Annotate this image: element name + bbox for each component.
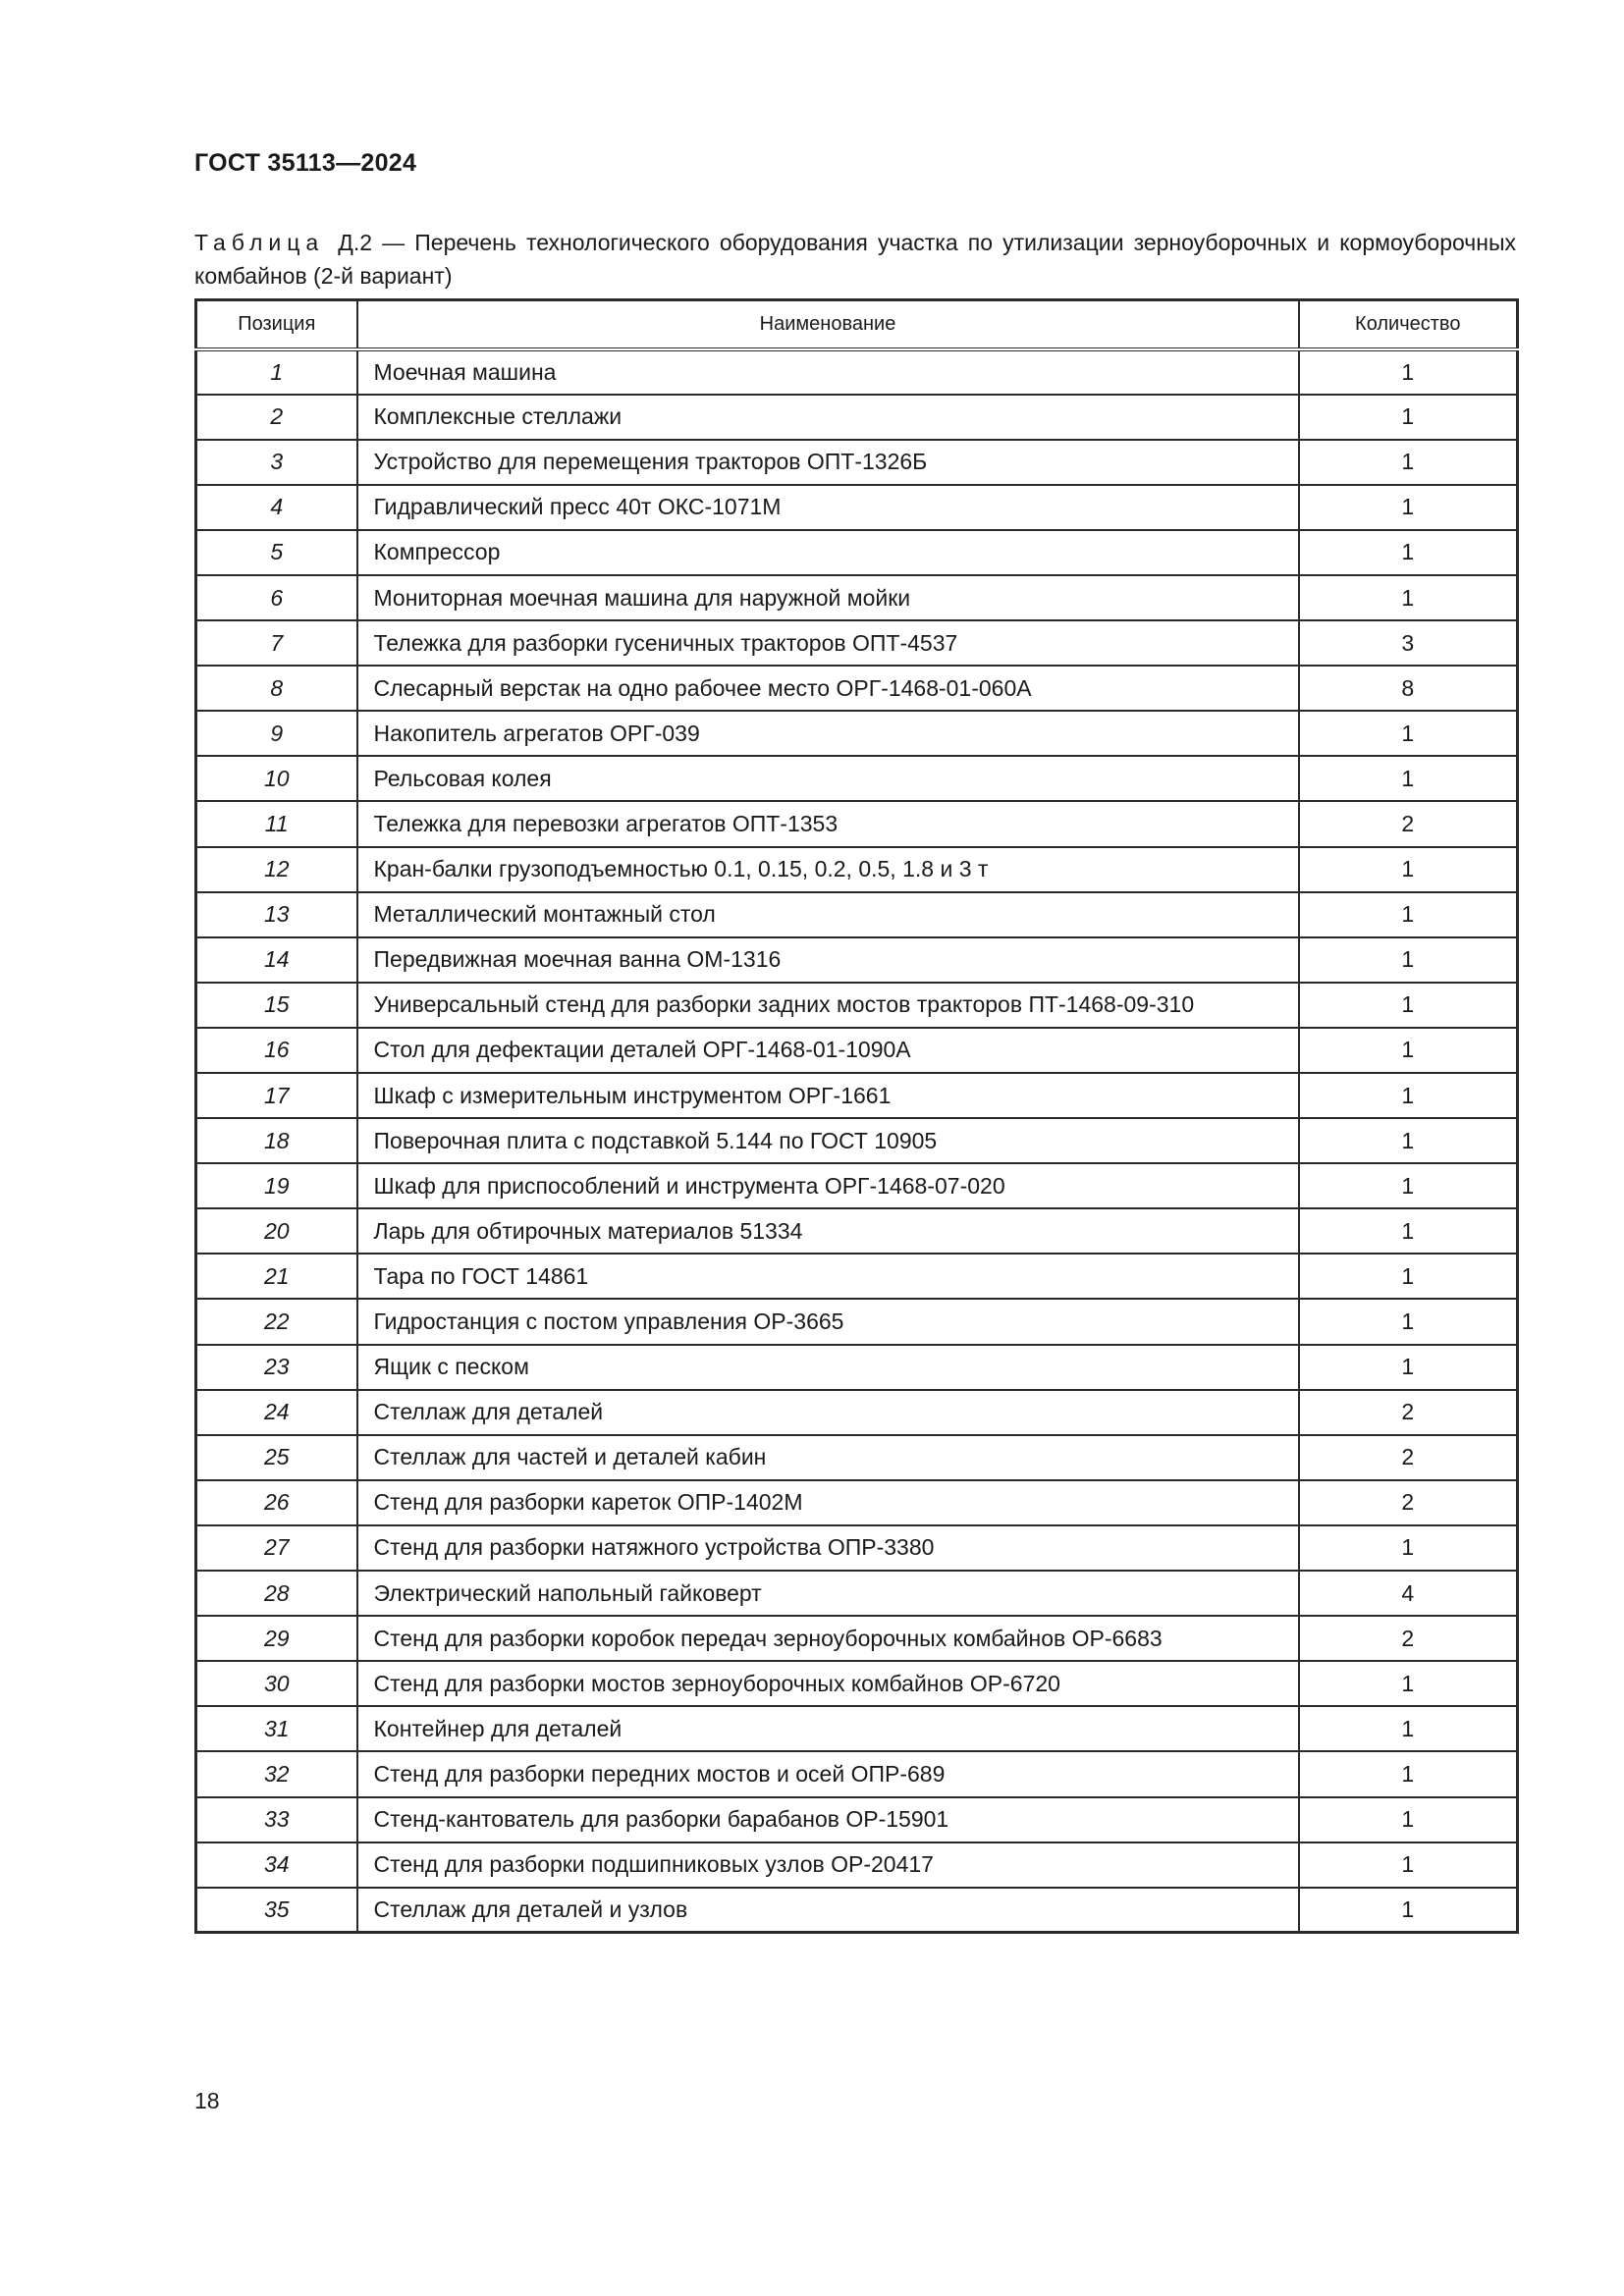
table-caption — [194, 226, 1516, 293]
table-row — [196, 1118, 1518, 1163]
cell-quantity: 1 — [1299, 1345, 1518, 1390]
table-row — [196, 756, 1518, 801]
table-row — [196, 485, 1518, 530]
cell-position: 23 — [196, 1345, 357, 1390]
table-row — [196, 892, 1518, 937]
cell-position: 25 — [196, 1435, 357, 1480]
cell-position: 4 — [196, 485, 357, 530]
cell-name: Поверочная плита с подставкой 5.144 по ГОСТ 10905 — [357, 1118, 1299, 1163]
cell-quantity: 3 — [1299, 620, 1518, 666]
cell-quantity: 1 — [1299, 1163, 1518, 1208]
cell-quantity: 1 — [1299, 1525, 1518, 1571]
cell-name: Передвижная моечная ванна ОМ-1316 — [357, 937, 1299, 983]
table-row — [196, 620, 1518, 666]
cell-quantity: 1 — [1299, 983, 1518, 1028]
cell-position: 32 — [196, 1751, 357, 1796]
cell-quantity: 1 — [1299, 937, 1518, 983]
table-row — [196, 1751, 1518, 1796]
cell-name: Моечная машина — [357, 349, 1299, 395]
cell-position: 26 — [196, 1480, 357, 1525]
table-row — [196, 575, 1518, 620]
cell-position: 29 — [196, 1616, 357, 1661]
cell-name: Устройство для перемещения тракторов ОПТ-1326Б — [357, 440, 1299, 485]
cell-position: 15 — [196, 983, 357, 1028]
cell-quantity: 2 — [1299, 1480, 1518, 1525]
table-row — [196, 711, 1518, 756]
cell-name: Стенд для разборки натяжного устройства ОПР-3380 — [357, 1525, 1299, 1571]
cell-name: Гидростанция с постом управления ОР-3665 — [357, 1299, 1299, 1344]
equipment-table-container — [194, 298, 1516, 1934]
cell-position: 33 — [196, 1797, 357, 1842]
table-row — [196, 1435, 1518, 1480]
cell-name: Гидравлический пресс 40т ОКС-1071М — [357, 485, 1299, 530]
table-row — [196, 1842, 1518, 1888]
table-caption-text: Д.2 — Перечень технологического оборудования участка по утилизации зерноуборочных и кормоуборочных комбайнов (2-й вариант) — [194, 230, 1517, 289]
cell-name: Кран-балки грузоподъемностью 0.1, 0.15, 0.2, 0.5, 1.8 и 3 т — [357, 847, 1299, 892]
cell-quantity: 1 — [1299, 485, 1518, 530]
cell-position: 7 — [196, 620, 357, 666]
table-row — [196, 847, 1518, 892]
cell-position: 13 — [196, 892, 357, 937]
cell-position: 3 — [196, 440, 357, 485]
cell-name: Стенд для разборки коробок передач зерноуборочных комбайнов ОР-6683 — [357, 1616, 1299, 1661]
cell-name: Универсальный стенд для разборки задних мостов тракторов ПТ-1468-09-310 — [357, 983, 1299, 1028]
cell-quantity: 1 — [1299, 1254, 1518, 1299]
cell-quantity: 8 — [1299, 666, 1518, 711]
cell-quantity: 2 — [1299, 1616, 1518, 1661]
cell-quantity: 2 — [1299, 801, 1518, 846]
table-row — [196, 1571, 1518, 1616]
cell-name: Металлический монтажный стол — [357, 892, 1299, 937]
cell-name: Ящик с песком — [357, 1345, 1299, 1390]
table-row — [196, 1163, 1518, 1208]
table-header-row — [196, 300, 1518, 349]
cell-quantity: 1 — [1299, 395, 1518, 440]
document-header: ГОСТ 35113—2024 — [194, 149, 417, 177]
cell-name: Электрический напольный гайковерт — [357, 1571, 1299, 1616]
cell-position: 9 — [196, 711, 357, 756]
cell-quantity: 1 — [1299, 1299, 1518, 1344]
cell-quantity: 1 — [1299, 530, 1518, 575]
cell-name: Шкаф с измерительным инструментом ОРГ-1661 — [357, 1073, 1299, 1118]
table-row — [196, 1254, 1518, 1299]
table-row — [196, 666, 1518, 711]
table-row — [196, 530, 1518, 575]
cell-position: 8 — [196, 666, 357, 711]
cell-name: Ларь для обтирочных материалов 51334 — [357, 1208, 1299, 1254]
cell-position: 14 — [196, 937, 357, 983]
cell-name: Стеллаж для деталей — [357, 1390, 1299, 1435]
column-header-name: Наименование — [357, 300, 1299, 349]
cell-quantity: 1 — [1299, 1888, 1518, 1933]
cell-quantity: 1 — [1299, 1073, 1518, 1118]
table-row — [196, 937, 1518, 983]
table-caption-label: Таблица — [194, 230, 325, 255]
cell-name: Стенд для разборки мостов зерноуборочных комбайнов ОР-6720 — [357, 1661, 1299, 1706]
cell-position: 2 — [196, 395, 357, 440]
cell-quantity: 1 — [1299, 1797, 1518, 1842]
cell-position: 28 — [196, 1571, 357, 1616]
cell-quantity: 1 — [1299, 349, 1518, 395]
table-row — [196, 349, 1518, 395]
cell-name: Стенд для разборки подшипниковых узлов ОР-20417 — [357, 1842, 1299, 1888]
cell-quantity: 2 — [1299, 1435, 1518, 1480]
cell-quantity: 1 — [1299, 440, 1518, 485]
cell-position: 1 — [196, 349, 357, 395]
table-row — [196, 1073, 1518, 1118]
cell-position: 27 — [196, 1525, 357, 1571]
cell-position: 16 — [196, 1028, 357, 1073]
cell-name: Стеллаж для деталей и узлов — [357, 1888, 1299, 1933]
table-row — [196, 1797, 1518, 1842]
table-row — [196, 1616, 1518, 1661]
cell-position: 31 — [196, 1706, 357, 1751]
cell-position: 11 — [196, 801, 357, 846]
cell-position: 12 — [196, 847, 357, 892]
cell-quantity: 1 — [1299, 1208, 1518, 1254]
cell-quantity: 1 — [1299, 1118, 1518, 1163]
table-row — [196, 1390, 1518, 1435]
table-row — [196, 1525, 1518, 1571]
cell-name: Компрессор — [357, 530, 1299, 575]
cell-position: 10 — [196, 756, 357, 801]
cell-name: Тара по ГОСТ 14861 — [357, 1254, 1299, 1299]
cell-position: 35 — [196, 1888, 357, 1933]
cell-name: Накопитель агрегатов ОРГ-039 — [357, 711, 1299, 756]
table-row — [196, 1888, 1518, 1933]
cell-position: 24 — [196, 1390, 357, 1435]
table-body — [196, 349, 1518, 1933]
table-row — [196, 440, 1518, 485]
table-row — [196, 983, 1518, 1028]
cell-position: 20 — [196, 1208, 357, 1254]
cell-quantity: 1 — [1299, 575, 1518, 620]
cell-name: Стол для дефектации деталей ОРГ-1468-01-1090А — [357, 1028, 1299, 1073]
cell-name: Комплексные стеллажи — [357, 395, 1299, 440]
table-row — [196, 1706, 1518, 1751]
table-row — [196, 1480, 1518, 1525]
table-row — [196, 1661, 1518, 1706]
cell-name: Стенд для разборки передних мостов и осей ОПР-689 — [357, 1751, 1299, 1796]
cell-quantity: 1 — [1299, 711, 1518, 756]
cell-quantity: 1 — [1299, 892, 1518, 937]
page-number: 18 — [194, 2088, 220, 2113]
cell-name: Мониторная моечная машина для наружной мойки — [357, 575, 1299, 620]
column-header-quantity: Количество — [1299, 300, 1518, 349]
cell-quantity: 1 — [1299, 1842, 1518, 1888]
table-row — [196, 1208, 1518, 1254]
cell-name: Шкаф для приспособлений и инструмента ОРГ-1468-07-020 — [357, 1163, 1299, 1208]
cell-position: 21 — [196, 1254, 357, 1299]
cell-quantity: 2 — [1299, 1390, 1518, 1435]
cell-name: Рельсовая колея — [357, 756, 1299, 801]
cell-quantity: 1 — [1299, 847, 1518, 892]
cell-position: 18 — [196, 1118, 357, 1163]
cell-name: Контейнер для деталей — [357, 1706, 1299, 1751]
table-row — [196, 1028, 1518, 1073]
column-header-position: Позиция — [196, 300, 357, 349]
cell-quantity: 1 — [1299, 1028, 1518, 1073]
cell-position: 34 — [196, 1842, 357, 1888]
table-row — [196, 801, 1518, 846]
cell-quantity: 1 — [1299, 1706, 1518, 1751]
equipment-table — [194, 298, 1519, 1934]
cell-position: 6 — [196, 575, 357, 620]
cell-name: Тележка для разборки гусеничных тракторов ОПТ-4537 — [357, 620, 1299, 666]
cell-quantity: 1 — [1299, 756, 1518, 801]
cell-name: Тележка для перевозки агрегатов ОПТ-1353 — [357, 801, 1299, 846]
cell-name: Стеллаж для частей и деталей кабин — [357, 1435, 1299, 1480]
cell-quantity: 1 — [1299, 1661, 1518, 1706]
cell-quantity: 1 — [1299, 1751, 1518, 1796]
cell-position: 22 — [196, 1299, 357, 1344]
cell-position: 17 — [196, 1073, 357, 1118]
cell-quantity: 4 — [1299, 1571, 1518, 1616]
cell-position: 19 — [196, 1163, 357, 1208]
cell-position: 30 — [196, 1661, 357, 1706]
cell-name: Стенд для разборки кареток ОПР-1402М — [357, 1480, 1299, 1525]
cell-name: Слесарный верстак на одно рабочее место ОРГ-1468-01-060А — [357, 666, 1299, 711]
cell-position: 5 — [196, 530, 357, 575]
table-row — [196, 1345, 1518, 1390]
table-row — [196, 1299, 1518, 1344]
table-row — [196, 395, 1518, 440]
cell-name: Стенд-кантователь для разборки барабанов ОР-15901 — [357, 1797, 1299, 1842]
